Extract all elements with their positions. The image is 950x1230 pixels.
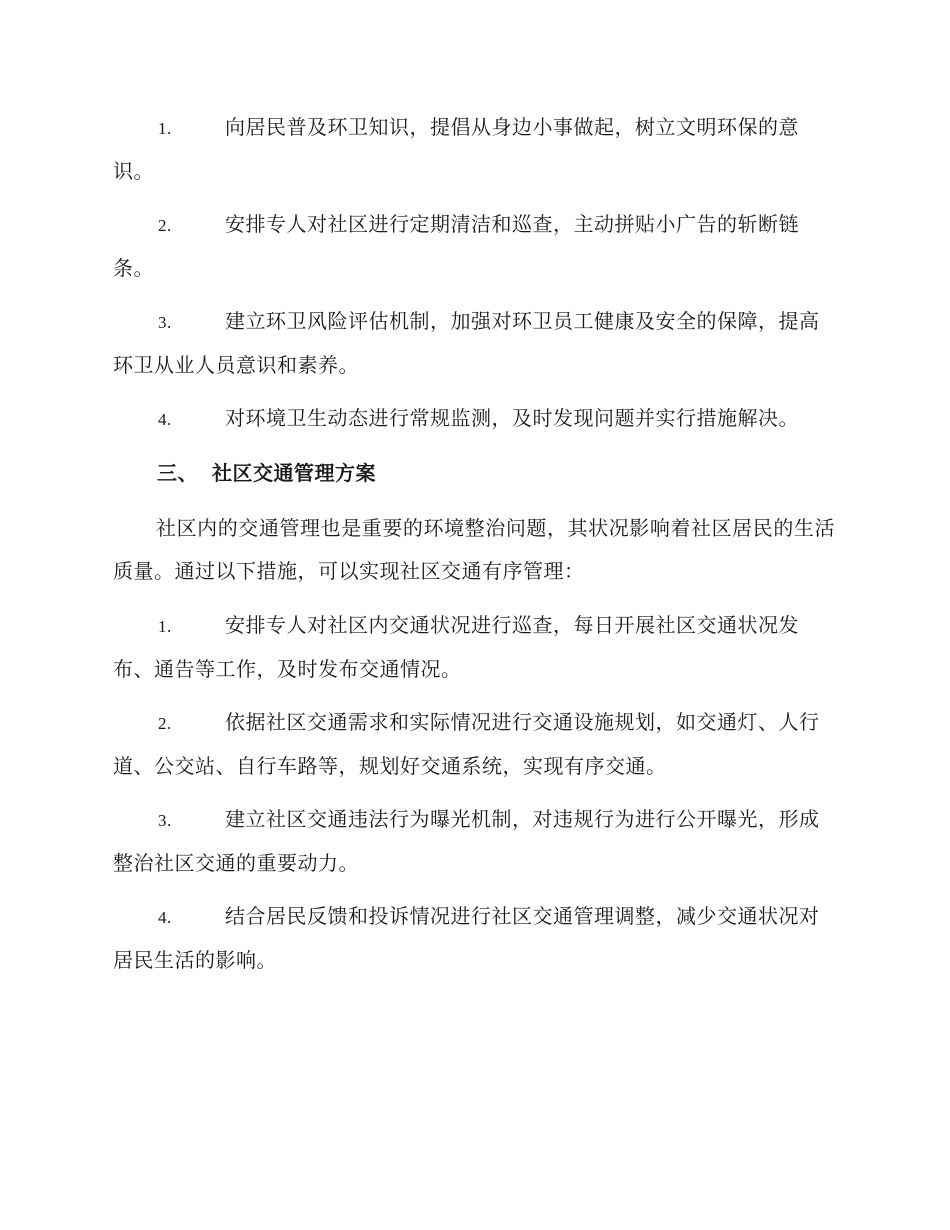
list-number: 3. <box>158 811 172 830</box>
list-text: 对环境卫生动态进行常规监测，及时发现问题并实行措施解决。 <box>225 406 799 430</box>
list-number: 3. <box>158 313 172 332</box>
list-item <box>113 895 835 982</box>
list-text: 安排专人对社区内交通状况进行巡查，每日开展社区交通状况发布、通告等工作，及时发布交通情况。 <box>113 613 799 681</box>
list-text: 建立社区交通违法行为曝光机制，对违规行为进行公开曝光，形成整治社区交通的重要动力。 <box>113 807 820 875</box>
section-number: 三、 <box>157 461 198 485</box>
list-number: 1. <box>158 617 172 636</box>
section-intro-paragraph: 社区内的交通管理也是重要的环境整治问题，其状况影响着社区居民的生活质量。通过以下措施，可以实现社区交通有序管理： <box>113 516 835 583</box>
list-number: 4. <box>158 908 172 927</box>
list-number: 2. <box>158 216 172 235</box>
list-item <box>113 300 835 387</box>
list-text: 结合居民反馈和投诉情况进行社区交通管理调整，减少交通状况对居民生活的影响。 <box>113 904 820 972</box>
list-item <box>113 106 835 193</box>
list-number: 1. <box>158 119 172 138</box>
list-text: 安排专人对社区进行定期清洁和巡查，主动拼贴小广告的斩断链条。 <box>113 212 799 280</box>
list-item <box>113 798 835 885</box>
list-text: 向居民普及环卫知识，提倡从身边小事做起，树立文明环保的意识。 <box>113 115 799 183</box>
list-number: 4. <box>158 410 172 429</box>
list-text: 建立环卫风险评估机制，加强对环卫员工健康及安全的保障，提高环卫从业人员意识和素养。 <box>113 309 820 377</box>
list-text: 依据社区交通需求和实际情况进行交通设施规划，如交通灯、人行道、公交站、自行车路等，规划好交通系统，实现有序交通。 <box>113 710 820 778</box>
list-item <box>113 397 835 441</box>
section-heading <box>157 452 376 495</box>
list-number: 2. <box>158 714 172 733</box>
list-item <box>113 604 835 691</box>
list-item <box>113 701 835 788</box>
list-item <box>113 203 835 290</box>
section-title: 社区交通管理方案 <box>212 461 376 485</box>
